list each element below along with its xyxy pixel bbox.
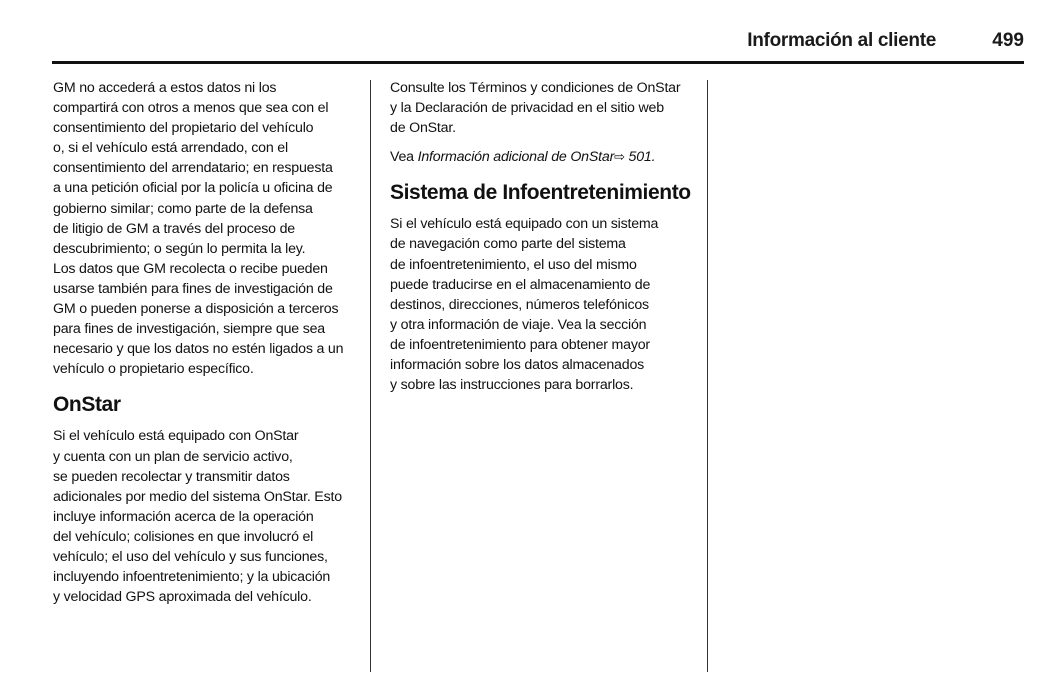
text-line: y cuenta con un plan de servicio activo, — [53, 448, 293, 465]
onstar-info-link[interactable]: Información adicional de OnStar — [417, 149, 615, 166]
section-title: Información al cliente — [747, 30, 936, 51]
text-line: de navegación como parte del sistema — [390, 236, 626, 253]
text-line: se pueden recolectar y transmitir datos — [53, 468, 290, 485]
onstar-heading: OnStar — [53, 393, 121, 417]
text-line: o, si el vehículo está arrendado, con el — [53, 140, 288, 157]
infotainment-paragraph — [390, 214, 700, 395]
infotainment-heading: Sistema de Infoentretenimiento — [390, 181, 691, 205]
text-line: descubrimiento; o según lo permita la ley. — [53, 240, 306, 257]
text-line: de infoentretenimiento para obtener mayor — [390, 336, 650, 353]
text-line: necesario y que los datos no estén ligados a un — [53, 341, 344, 358]
text-line: de infoentretenimiento, el uso del mismo — [390, 256, 637, 273]
text-line: gobierno similar; como parte de la defensa — [53, 200, 313, 217]
text-line: información sobre los datos almacenados — [390, 357, 645, 374]
text-line: usarse también para fines de investigación de — [53, 280, 333, 297]
onstar-paragraph — [53, 426, 363, 607]
page-number: 499 — [992, 30, 1024, 51]
text-line: de OnStar. — [390, 120, 456, 137]
terms-paragraph — [390, 78, 700, 138]
column-left — [53, 78, 363, 616]
see-prefix: Vea — [390, 149, 418, 166]
text-line: destinos, direcciones, números telefónicos — [390, 296, 649, 313]
text-line: adicionales por medio del sistema OnStar. Esto — [53, 488, 342, 505]
text-line: y velocidad GPS aproximada del vehículo. — [53, 589, 312, 606]
text-line: incluyendo infoentretenimiento; y la ubicación — [53, 569, 331, 586]
text-line: consentimiento del propietario del vehículo — [53, 120, 314, 137]
text-line: y la Declaración de privacidad en el sitio web — [390, 100, 664, 117]
text-line: Consulte los Términos y condiciones de OnStar — [390, 80, 681, 96]
text-line: incluye información acerca de la operación — [53, 508, 314, 525]
text-line: Si el vehículo está equipado con un sistema — [390, 216, 659, 233]
text-line: compartirá con otros a menos que sea con el — [53, 100, 329, 117]
text-line: del vehículo; colisiones en que involucró el — [53, 528, 314, 545]
column-middle — [390, 78, 700, 404]
text-line: y otra información de viaje. Vea la sección — [390, 316, 647, 333]
text-line: vehículo; el uso del vehículo y sus funciones, — [53, 548, 328, 565]
see-reference — [390, 147, 700, 167]
page-reference-number: 501. — [624, 149, 656, 166]
column-divider-right — [707, 80, 708, 672]
text-line: Si el vehículo está equipado con OnStar — [53, 428, 299, 445]
header-rule — [52, 61, 1024, 64]
privacy-paragraph — [53, 78, 363, 379]
text-line: y sobre las instrucciones para borrarlos. — [390, 377, 634, 394]
text-line: consentimiento del arrendatario; en respuesta — [53, 160, 333, 177]
text-line: GM no accederá a estos datos ni los — [53, 80, 277, 96]
text-line: puede traducirse en el almacenamiento de — [390, 276, 651, 293]
text-line: a una petición oficial por la policía u oficina de — [53, 180, 333, 197]
text-line: para fines de investigación, siempre que sea — [53, 321, 325, 338]
text-line: de litigio de GM a través del proceso de — [53, 220, 295, 237]
text-line: GM o pueden ponerse a disposición a terceros — [53, 301, 339, 318]
page-reference-arrow-icon: ⇨ — [614, 149, 625, 165]
text-line: vehículo o propietario específico. — [53, 361, 254, 378]
column-divider-left — [370, 80, 371, 672]
text-line: Los datos que GM recolecta o recibe pueden — [53, 260, 328, 277]
